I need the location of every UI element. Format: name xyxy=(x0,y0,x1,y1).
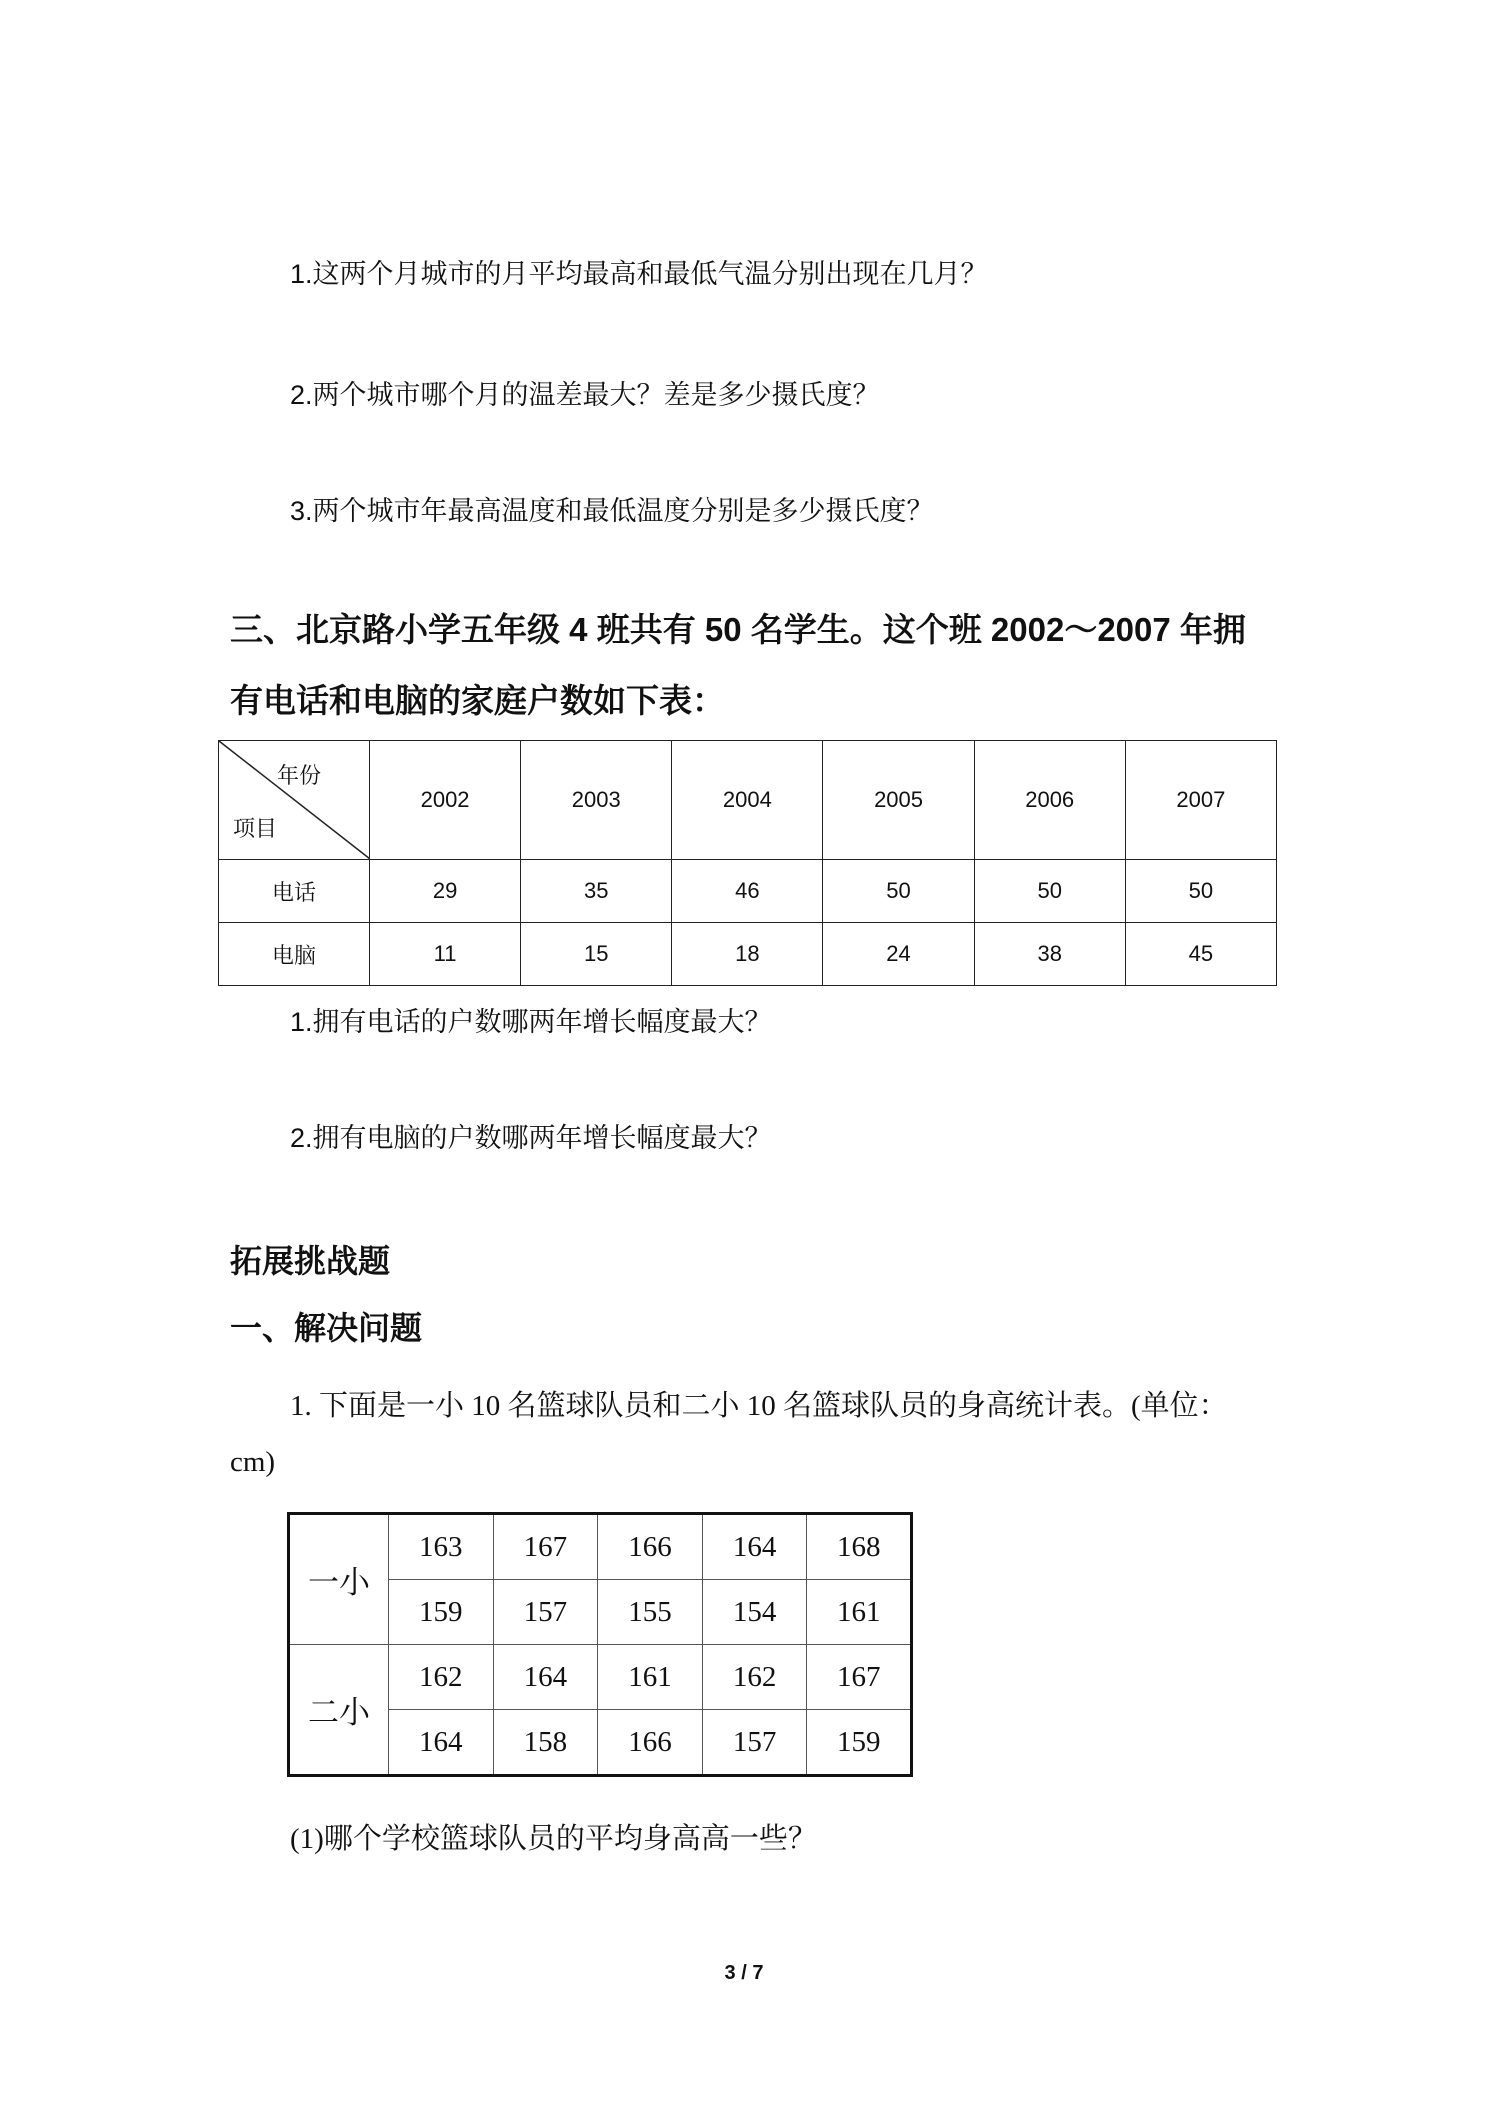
table-cell: 163 xyxy=(389,1514,494,1580)
table-cell: 162 xyxy=(702,1645,807,1710)
household-table xyxy=(218,740,1277,986)
table-cell: 162 xyxy=(389,1645,494,1710)
table-cell: 50 xyxy=(823,860,974,923)
table-cell: 50 xyxy=(974,860,1125,923)
row-label: 电话 xyxy=(219,860,370,923)
table-row xyxy=(289,1645,912,1710)
year-cell: 2006 xyxy=(974,741,1125,860)
page-number: 3 / 7 xyxy=(724,1962,764,1984)
height-table xyxy=(287,1512,913,1777)
part3-heading-line2: 有电话和电脑的家庭户数如下表： xyxy=(230,682,725,719)
table-cell: 164 xyxy=(389,1710,494,1776)
table-cell: 11 xyxy=(370,923,521,986)
table-cell: 154 xyxy=(702,1580,807,1645)
table-cell: 15 xyxy=(521,923,672,986)
table-cell: 24 xyxy=(823,923,974,986)
table-cell: 29 xyxy=(370,860,521,923)
header-item-label: 项目 xyxy=(233,816,278,841)
question-3-2: 2.拥有电脑的户数哪两年增长幅度最大？ xyxy=(290,1123,772,1153)
extension-section-heading: 一、解决问题 xyxy=(230,1310,423,1346)
table-cell: 166 xyxy=(598,1710,703,1776)
header-year-label: 年份 xyxy=(276,763,321,788)
year-cell: 2003 xyxy=(521,741,672,860)
question-2-2: 2.两个城市哪个月的温差最大？差是多少摄氏度？ xyxy=(290,380,880,410)
table-cell: 167 xyxy=(493,1514,598,1580)
table-cell: 161 xyxy=(598,1645,703,1710)
table-cell: 166 xyxy=(598,1514,703,1580)
table-cell: 157 xyxy=(702,1710,807,1776)
table-cell: 38 xyxy=(974,923,1125,986)
extension-title: 拓展挑战题 xyxy=(230,1243,391,1279)
table-cell: 168 xyxy=(807,1514,912,1580)
table-cell: 155 xyxy=(598,1580,703,1645)
table-cell: 159 xyxy=(389,1580,494,1645)
problem-text-line1: 1. 下面是一小 10 名篮球队员和二小 10 名篮球队员的身高统计表。(单位： xyxy=(290,1390,1228,1422)
diagonal-header-cell xyxy=(219,741,370,860)
school-label: 二小 xyxy=(289,1645,389,1776)
table-cell: 158 xyxy=(493,1710,598,1776)
question-2-3: 3.两个城市年最高温度和最低温度分别是多少摄氏度？ xyxy=(290,496,934,526)
year-cell: 2002 xyxy=(370,741,521,860)
table-cell: 45 xyxy=(1125,923,1276,986)
table-cell: 157 xyxy=(493,1580,598,1645)
table-cell: 167 xyxy=(807,1645,912,1710)
year-cell: 2005 xyxy=(823,741,974,860)
sub-question-1: (1)哪个学校篮球队员的平均身高高一些？ xyxy=(290,1823,817,1855)
table-header-row xyxy=(219,741,1277,860)
table-cell: 164 xyxy=(702,1514,807,1580)
table-cell: 164 xyxy=(493,1645,598,1710)
year-cell: 2004 xyxy=(672,741,823,860)
row-label: 电脑 xyxy=(219,923,370,986)
year-cell: 2007 xyxy=(1125,741,1276,860)
table-cell: 161 xyxy=(807,1580,912,1645)
table-cell: 159 xyxy=(807,1710,912,1776)
school-label: 一小 xyxy=(289,1514,389,1645)
part3-heading-line1: 三、北京路小学五年级 4 班共有 50 名学生。这个班 2002～2007 年拥 xyxy=(230,611,1246,648)
question-2-1: 1.这两个月城市的月平均最高和最低气温分别出现在几月？ xyxy=(290,259,988,289)
table-row xyxy=(289,1514,912,1580)
table-row xyxy=(219,923,1277,986)
table-cell: 46 xyxy=(672,860,823,923)
problem-text-line2: cm) xyxy=(230,1446,276,1478)
table-cell: 35 xyxy=(521,860,672,923)
table-row xyxy=(219,860,1277,923)
table-cell: 50 xyxy=(1125,860,1276,923)
question-3-1: 1.拥有电话的户数哪两年增长幅度最大？ xyxy=(290,1007,772,1037)
table-cell: 18 xyxy=(672,923,823,986)
